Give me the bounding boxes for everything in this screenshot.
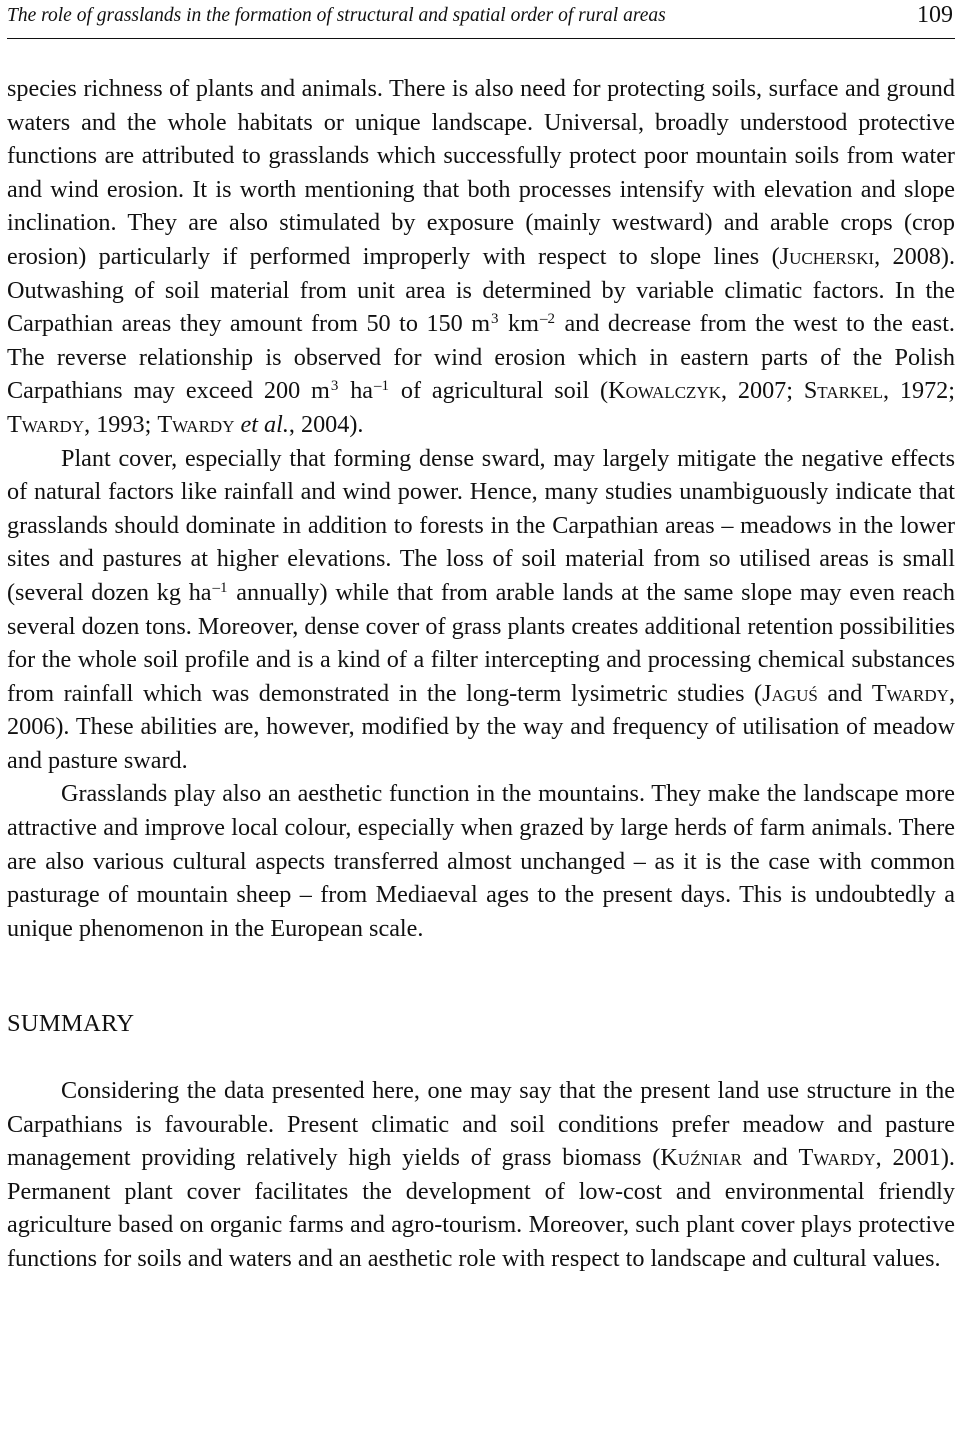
paragraph-summary [7, 1074, 955, 1276]
superscript: 3 [491, 310, 499, 327]
body-text [7, 72, 955, 1276]
citation-author: Twardy [157, 410, 235, 438]
text-run: ha [339, 377, 374, 405]
citation-author: Jaguś [762, 679, 818, 707]
text-run: , 2006). These abilities are, however, modified by the way and frequency of utilisation of meadow and pasture sward. [7, 679, 955, 774]
paragraph-3: Grasslands play also an aesthetic function in the mountains. They make the landscape more attractive and improve local colour, especially when grazed by large herds of farm animals. There are also various cultural aspects transferred almost unchanged – as it is the case with common pasturage of mountain sheep – from Mediaeval ages to the present days. This is undoubtedly a unique phenomenon in the European scale. [7, 780, 955, 942]
text-run: annually) while that from arable lands at the same slope may even reach several dozen tons. Moreover, dense cover of grass plants creates additional retention possibilities for the whole soil profile and is a kind of a filter intercepting and processing chemical substances from rainfall which was demonstrated in the long-term lysimetric studies ( [7, 578, 956, 707]
citation-author: Kowalczyk [608, 377, 721, 405]
superscript: –1 [374, 378, 390, 395]
text-run: , 1972; [882, 377, 955, 405]
citation-author: Jucherski [779, 242, 875, 270]
text-run: , 2004). [288, 410, 364, 438]
paper-page [7, 0, 955, 1276]
text-run: km [499, 310, 539, 338]
superscript: –1 [212, 579, 228, 596]
running-header [7, 2, 955, 39]
text-run: Plant cover, especially that forming dense sward, may largely mitigate the negative effects of natural factors like rainfall and wind power. Hence, many studies unambiguously indicate that grasslands should dominate in addition to forests in the Carpathian areas – meadows in the lower sites and pastures at higher elevations. The loss of soil material from so utilised areas is small (several dozen kg ha [7, 444, 955, 606]
citation-author: Kuźniar [660, 1144, 743, 1172]
text-run: , 2001). Permanent plant cover facilitates the development of low-cost and environmental friendly agriculture based on organic farms and agro-tourism. Moreover, such plant cover plays protective functions for soils and waters and an aesthetic role with respect to landscape and cultural values. [7, 1144, 955, 1272]
text-run: species richness of plants and animals. There is also need for protecting soils, surface and ground waters and the whole habitats or unique landscape. Universal, broadly understood protective functions are attributed to grasslands which successfully protect poor mountain soils from water and wind erosion. It is worth mentioning that both processes intensify with elevation and slope inclination. They are also stimulated by exposure (mainly westward) and arable crops (crop erosion) particularly if performed improperly with respect to slope lines ( [7, 75, 955, 270]
citation-author: Twardy [7, 410, 85, 438]
text-run: Considering the data presented here, one may say that the present land use structure in the Carpathians is favourable. Present climatic and soil conditions prefer meadow and pasture management providing relatively high yields of grass biomass ( [7, 1077, 955, 1172]
text-run: , 1993; [84, 410, 158, 438]
paragraph-2 [7, 442, 955, 778]
citation-author: Twardy [871, 679, 949, 707]
text-run: , 2008). Outwashing of soil material from unit area is determined by variable climatic factors. In the Carpathian areas they amount from 50 to 150 m [7, 242, 956, 338]
text-run: and decrease from the west to the east. The reverse relationship is observed for wind erosion which in eastern parts of the Polish Carpathians may exceed 200 m [7, 310, 955, 405]
text-run: , 2007; [720, 377, 804, 405]
page-number: 109 [917, 2, 953, 28]
text-run: and [742, 1144, 799, 1172]
et-al: et al. [240, 410, 289, 438]
text-run: and [817, 679, 872, 707]
superscript: –2 [539, 310, 555, 327]
running-title: The role of grasslands in the formation of structural and spatial order of rural areas [7, 5, 666, 26]
section-heading-summary: SUMMARY [7, 1010, 135, 1038]
citation-author: Starkel [803, 377, 883, 405]
paragraph-1 [7, 72, 955, 442]
superscript: 3 [330, 378, 339, 395]
text-run: of agricultural soil ( [390, 377, 609, 405]
citation-author: Twardy [798, 1144, 876, 1172]
